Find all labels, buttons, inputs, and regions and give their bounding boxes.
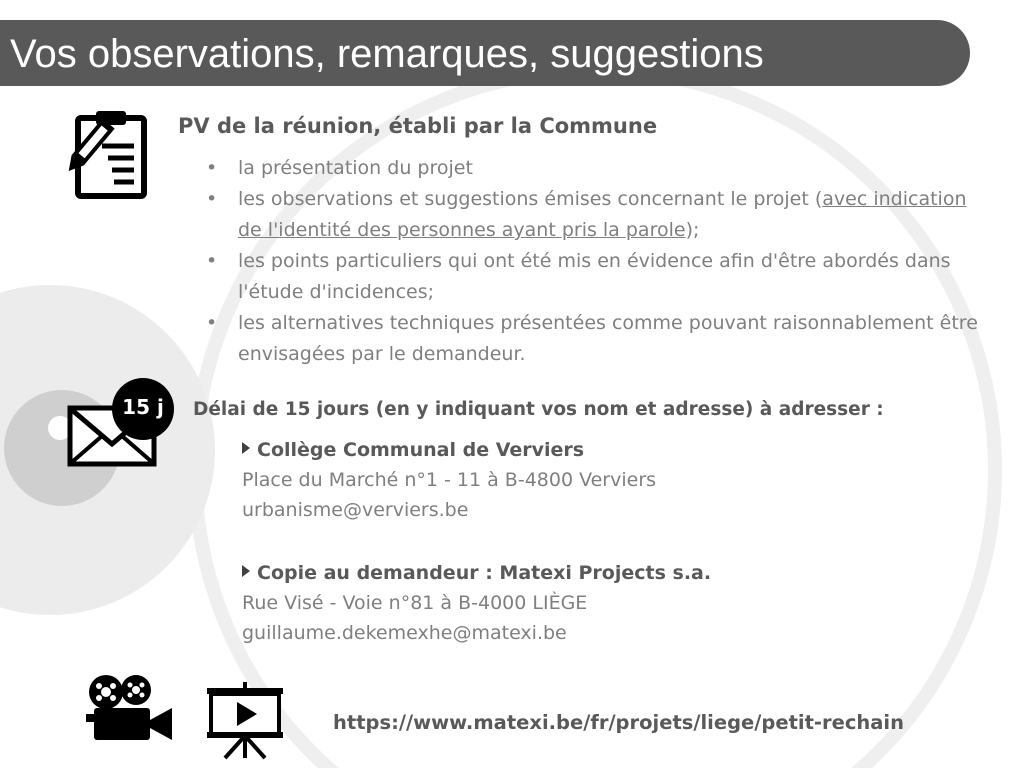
clipboard-pen-icon bbox=[58, 108, 148, 200]
deadline-text: Délai de 15 jours (en y indiquant vos nom et adresse) à adresser : bbox=[193, 399, 884, 420]
list-item: • les points particuliers qui ont été mis en évidence afin d'être abordés dans l'étude d'incidences; bbox=[238, 246, 978, 308]
recipient-name: Collège Communal de Verviers bbox=[242, 435, 942, 465]
triangle-right-icon bbox=[242, 442, 250, 454]
list-item: • la présentation du projet bbox=[238, 153, 978, 184]
list-item: • les observations et suggestions émises concernant le projet (avec indication de l'identité des personnes ayant pris la parole); bbox=[238, 184, 978, 246]
recipient-matexi bbox=[242, 558, 942, 648]
underlined-text: avec indication de l'identité des personnes ayant pris la parole bbox=[238, 188, 967, 241]
triangle-right-icon bbox=[242, 565, 250, 577]
recipient-verviers bbox=[242, 435, 942, 525]
page-title: Vos observations, remarques, suggestions bbox=[10, 32, 764, 76]
recipient-address: Rue Visé - Voie n°81 à B-4000 LIÈGE bbox=[242, 592, 588, 614]
pv-items-list bbox=[238, 153, 978, 370]
list-item: • les alternatives techniques présentées comme pouvant raisonnablement être envisagées par le demandeur. bbox=[238, 308, 978, 370]
project-link[interactable]: https://www.matexi.be/fr/projets/liege/petit-rechain bbox=[333, 711, 905, 734]
presentation-board-icon bbox=[205, 682, 285, 762]
video-camera-icon bbox=[84, 672, 176, 744]
deadline-badge: 15 j bbox=[122, 395, 164, 419]
pv-heading: PV de la réunion, établi par la Commune bbox=[178, 114, 658, 138]
recipient-name: Copie au demandeur : Matexi Projects s.a. bbox=[242, 558, 942, 588]
recipient-email[interactable]: urbanisme@verviers.be bbox=[242, 499, 469, 521]
recipient-address: Place du Marché n°1 - 11 à B-4800 Verviers bbox=[242, 469, 657, 491]
recipient-email[interactable]: guillaume.dekemexhe@matexi.be bbox=[242, 622, 567, 644]
